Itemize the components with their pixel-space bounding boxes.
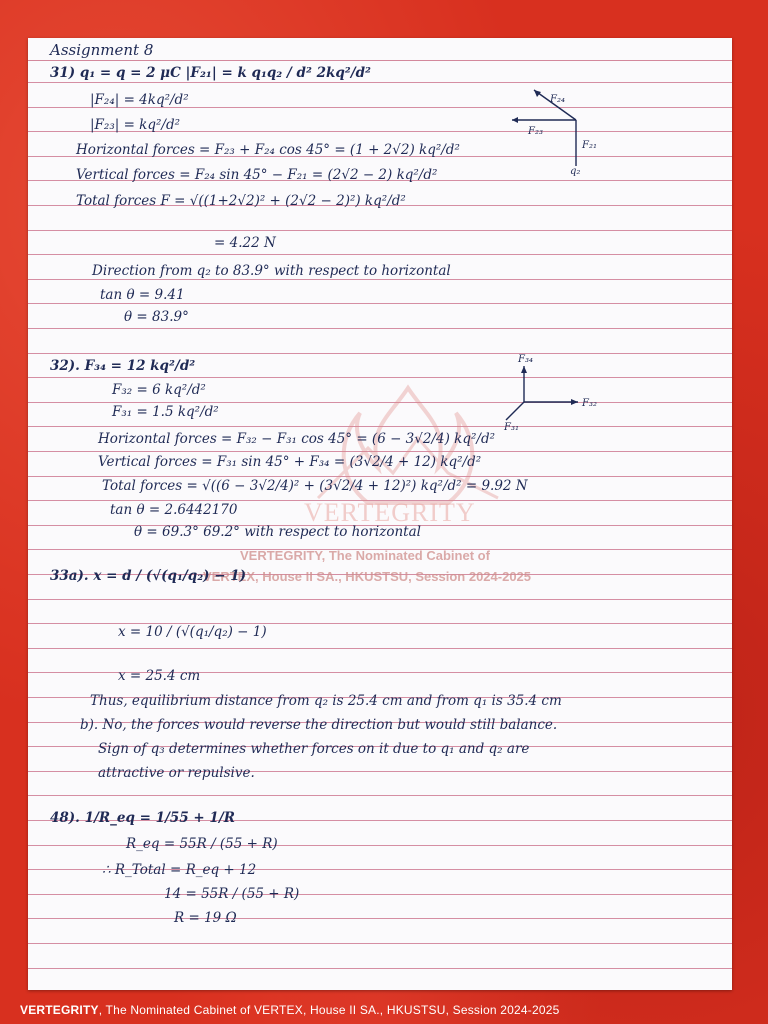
q31-f24-label: F₂₄ xyxy=(550,94,565,105)
ruled-line xyxy=(28,599,732,600)
q31-line8: Direction from q₂ to 83.9° with respect to horizontal xyxy=(92,263,451,279)
watermark-caption-line1: VERTEGRITY, The Nominated Cabinet of xyxy=(240,548,490,563)
ruled-line xyxy=(28,968,732,969)
q32-f31-label: F₃₁ xyxy=(504,422,519,433)
ruled-line xyxy=(28,894,732,895)
ruled-line xyxy=(28,230,732,231)
ruled-line xyxy=(28,279,732,280)
q32-line5: Vertical forces = F₃₁ sin 45° + F₃₄ = (3√2/4 + 12) kq²/d² xyxy=(98,454,482,470)
ruled-line xyxy=(28,943,732,944)
q31-force-diagram xyxy=(498,84,618,177)
ruled-line xyxy=(28,795,732,796)
q33-line4: Thus, equilibrium distance from q₂ is 25.4 cm and from q₁ is 35.4 cm xyxy=(90,693,562,709)
q48-line1: 48). 1/R_eq = 1/55 + 1/R xyxy=(50,810,235,826)
footer-brand: VERTEGRITY xyxy=(20,1003,99,1017)
q31-line5: Vertical forces = F₂₄ sin 45° − F₂₁ = (2√2 − 2) kq²/d² xyxy=(76,167,438,183)
ruled-line xyxy=(28,918,732,919)
q32-f34-label: F₃₄ xyxy=(518,354,533,365)
q31-line7: = 4.22 N xyxy=(214,235,276,251)
q31-line6: Total forces F = √((1+2√2)² + (2√2 − 2)²) kq²/d² xyxy=(76,193,406,209)
ruled-line xyxy=(28,328,732,329)
q33-line7: attractive or repulsive. xyxy=(98,765,255,781)
q31-line1: 31) q₁ = q = 2 μC |F₂₁| = k q₁q₂ / d² 2kq²/d² xyxy=(50,65,371,81)
q31-f23-label: F₂₃ xyxy=(528,126,543,137)
top-margin-line xyxy=(28,60,732,61)
q32-line7: tan θ = 2.6442170 xyxy=(110,502,238,518)
q33-line3: x = 25.4 cm xyxy=(118,668,201,684)
q32-line1: 32). F₃₄ = 12 kq²/d² xyxy=(50,358,196,374)
q31-q2-label: q₂ xyxy=(570,166,581,177)
q32-line8: θ = 69.3° 69.2° with respect to horizontal xyxy=(134,524,421,540)
q32-f32-label: F₃₂ xyxy=(582,398,597,409)
q31-line3: |F₂₃| = kq²/d² xyxy=(90,117,181,133)
ruled-line xyxy=(28,254,732,255)
q32-line3: F₃₁ = 1.5 kq²/d² xyxy=(112,404,219,420)
q31-f21-label: F₂₁ xyxy=(582,140,597,151)
q31-line2: |F₂₄| = 4kq²/d² xyxy=(90,92,189,108)
ruled-line xyxy=(28,303,732,304)
lined-paper-sheet xyxy=(28,38,732,990)
q48-line3: ∴ R_Total = R_eq + 12 xyxy=(102,862,257,878)
assignment-title: Assignment 8 xyxy=(50,41,154,59)
q32-line6: Total forces = √((6 − 3√2/4)² + (3√2/4 + 12)²) kq²/d² = 9.92 N xyxy=(102,478,528,494)
q33-line6: Sign of q₃ determines whether forces on it due to q₁ and q₂ are xyxy=(98,741,530,757)
ruled-line xyxy=(28,82,732,83)
footer-text: , The Nominated Cabinet of VERTEX, House II SA., HKUSTSU, Session 2024-2025 xyxy=(98,1003,560,1017)
q48-line4: 14 = 55R / (55 + R) xyxy=(164,886,300,902)
ruled-line xyxy=(28,648,732,649)
q32-line4: Horizontal forces = F₃₂ − F₃₁ cos 45° = (6 − 3√2/4) kq²/d² xyxy=(98,431,495,447)
q33-line2: x = 10 / (√(q₁/q₂) − 1) xyxy=(118,624,267,640)
watermark-caption-line2: VERTEX, House II SA., HKUSTSU, Session 2024-2025 xyxy=(203,569,532,584)
watermark-logo-text: VERTEGRITY xyxy=(304,498,476,527)
q31-line9: tan θ = 9.41 xyxy=(100,287,185,303)
q32-line2: F₃₂ = 6 kq²/d² xyxy=(112,382,206,398)
q31-line4: Horizontal forces = F₂₃ + F₂₄ cos 45° = (1 + 2√2) kq²/d² xyxy=(76,142,460,158)
q48-line5: R = 19 Ω xyxy=(174,910,237,926)
q48-line2: R_eq = 55R / (55 + R) xyxy=(126,836,278,852)
footer-caption xyxy=(20,1003,559,1017)
ruled-line xyxy=(28,353,732,354)
q32-force-diagram xyxy=(498,352,618,432)
q33-line5: b). No, the forces would reverse the direction but would still balance. xyxy=(80,717,558,733)
q33-line1: 33a). x = d / (√(q₁/q₂) − 1) xyxy=(50,568,247,584)
q31-line10: θ = 83.9° xyxy=(124,309,189,325)
